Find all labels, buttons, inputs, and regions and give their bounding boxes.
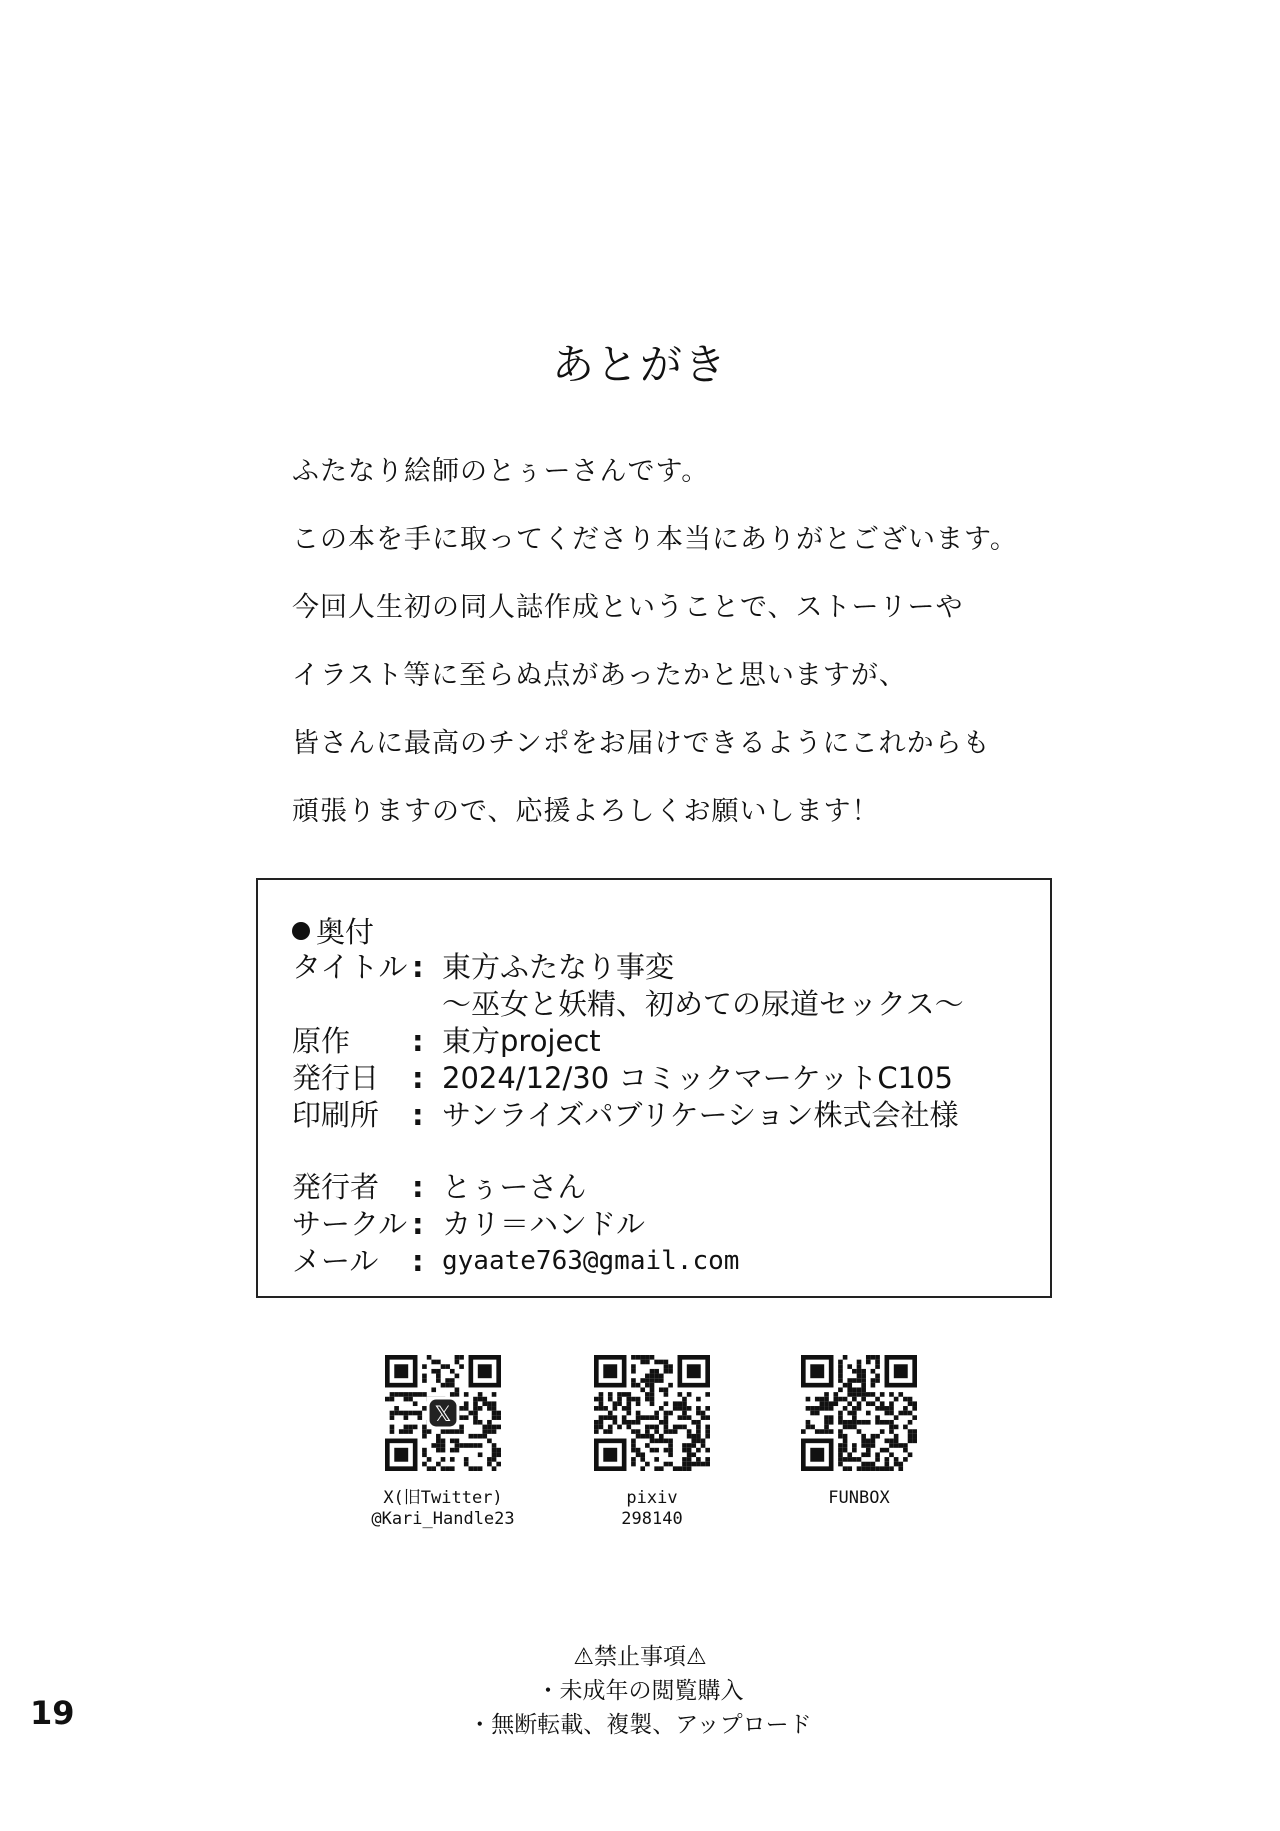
date-value: 2024/12/30 コミックマーケットC105 [442,1061,953,1095]
publisher-value: とぅーさん [442,1170,587,1204]
printer-label: 印刷所 [292,1098,380,1132]
colophon-box [256,878,1052,1298]
pixiv-caption-line1: pixiv [626,1488,678,1508]
colophon-heading: 奥付 [292,910,374,951]
circle-label: サークル [292,1207,408,1241]
colon: : [412,1207,424,1241]
afterword-body [292,452,1052,860]
x-caption-line2: @Kari_Handle23 [371,1509,515,1529]
colon: : [412,1024,424,1058]
prohibition-item: ・無断転載、複製、アップロード [468,1712,812,1738]
afterword-line: ふたなり絵師のとぅーさんです。 [292,456,710,487]
afterword-line: 今回人生初の同人誌作成ということで、ストーリーや [292,592,964,623]
original-value: 東方project [442,1024,601,1058]
publisher-label: 発行者 [292,1170,380,1204]
mail-value: gyaate763@gmail.com [442,1246,740,1276]
afterword-line: この本を手に取ってくださり本当にありがとございます。 [292,524,1018,555]
afterword-line: 頑張りますので、応援よろしくお願いします！ [292,796,880,827]
circle-value: カリ＝ハンドル [442,1207,646,1241]
afterword-title: あとがき [551,340,728,389]
original-label: 原作 [292,1024,351,1058]
prohibition-item: ・未成年の閲覧購入 [536,1678,744,1704]
page-number: 19 [30,1694,75,1732]
afterword-line: 皆さんに最高のチンポをお届けできるようにこれからも [292,728,991,759]
qr-code-icon [801,1355,917,1471]
prohibitions-heading: ⚠禁止事項⚠ [573,1644,707,1670]
title-subtitle: ～巫女と妖精、初めての尿道セックス～ [442,987,964,1021]
x-qr-code[interactable] [385,1355,501,1471]
mail-label: メール [292,1244,379,1278]
colon: : [412,1170,424,1204]
qr-code-icon [594,1355,710,1471]
x-caption-line1: X(旧Twitter) [383,1488,503,1508]
svg-text:𝕏: 𝕏 [434,1401,452,1427]
colon: : [412,1061,424,1095]
afterword-line: イラスト等に至らぬ点があったかと思いますが、 [292,660,907,691]
qr-code-icon [385,1355,501,1471]
title-label: タイトル [292,950,408,984]
funbox-qr-caption [749,1488,969,1509]
title-value: 東方ふたなり事変 [442,950,675,984]
colon: : [412,950,424,984]
colon: : [412,1098,424,1132]
colon: : [412,1244,424,1278]
bullet-icon [292,922,310,940]
pixiv-qr-caption [542,1488,762,1530]
x-qr-caption [333,1488,553,1530]
funbox-qr-code[interactable] [801,1355,917,1471]
funbox-caption-line1: FUNBOX [828,1488,890,1508]
pixiv-qr-code[interactable] [594,1355,710,1471]
prohibitions [0,1640,1280,1742]
printer-value: サンライズパブリケーション株式会社様 [442,1098,959,1132]
date-label: 発行日 [292,1061,380,1095]
pixiv-caption-line2: 298140 [621,1509,683,1529]
